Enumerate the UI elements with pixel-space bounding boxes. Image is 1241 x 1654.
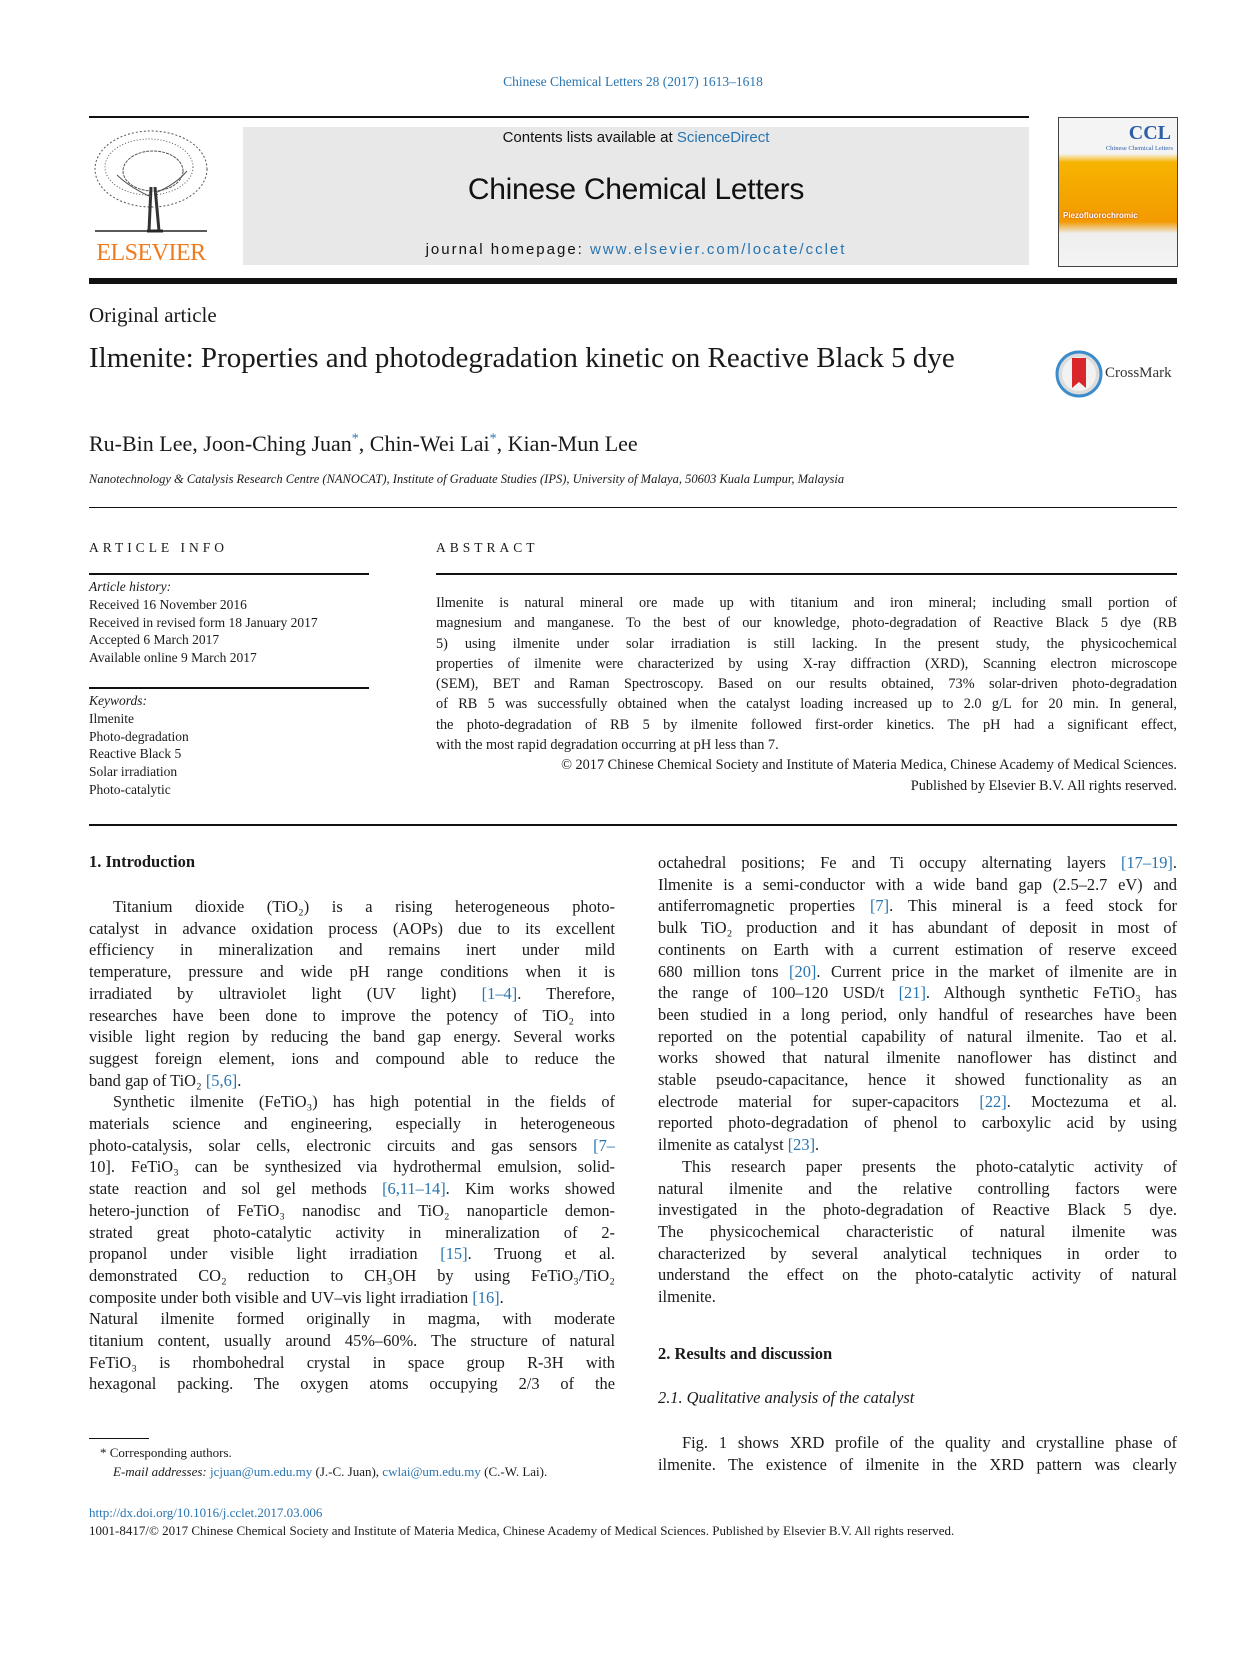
- keywords-label: Keywords:: [89, 693, 147, 708]
- history-label: Article history:: [89, 579, 172, 594]
- affiliation-rule: [89, 507, 1177, 508]
- text-line: ilmenite.: [658, 1287, 716, 1307]
- corresponding-author-mark[interactable]: *: [351, 431, 359, 447]
- text-line: octahedral positions; Fe and Ti occupy alternating layers [17–19].: [658, 853, 1177, 872]
- author-separator: ,: [358, 431, 370, 456]
- text-line: temperature, pressure and wide pH range conditions when it is: [89, 962, 615, 982]
- text-line: state reaction and sol gel methods [6,11–14]. Kim works showed: [89, 1179, 616, 1199]
- article-type: Original article: [89, 303, 217, 327]
- header-rule: [89, 116, 1029, 118]
- text-line: ilmenite. The existence of ilmenite in the XRD pattern was clearly: [658, 1454, 1177, 1474]
- text-line: Fig. 1 shows XRD profile of the quality and crystalline phase of: [682, 1433, 1177, 1452]
- footer-copyright: 1001-8417/© 2017 Chinese Chemical Society and Institute of Materia Medica, Chinese Academy of Medical Sciences. Published by Elsevier B.V. All rights reserved.: [89, 1523, 955, 1538]
- abstract-publisher: Published by Elsevier B.V. All rights reserved.: [910, 777, 1177, 794]
- text-line: materials science and engineering, especially in heterogeneous: [89, 1114, 615, 1134]
- text-line: investigated in the photo-degradation of Reactive Black 5 dye.: [658, 1200, 1177, 1220]
- text-line: 5) using ilmenite under solar irradiation is still lacking. In the present study, the physicochemical: [436, 635, 1177, 652]
- text-line: The physicochemical characteristic of natural ilmenite was: [658, 1221, 1177, 1241]
- elsevier-wordmark: ELSEVIER: [96, 240, 206, 266]
- text-line: Ilmenite is natural mineral ore made up with titanium and iron mineral; including small portion of: [436, 595, 1177, 611]
- email-label: E-mail addresses:: [113, 1464, 207, 1479]
- text-line: visible light region by reducing the band gap energy. Several works: [89, 1027, 615, 1047]
- citation-link[interactable]: [15]: [440, 1244, 468, 1264]
- crossmark-icon: [1055, 350, 1103, 398]
- body-rule: [89, 824, 1177, 826]
- text-line: researches have been done to improve the potency of TiO₂ into: [89, 1005, 615, 1025]
- right-column-text: [658, 852, 1177, 1308]
- citation-link[interactable]: [17–19]: [1120, 853, 1173, 872]
- sciencedirect-link[interactable]: ScienceDirect: [676, 129, 770, 146]
- history-date: Received 16 November 2016: [89, 596, 247, 612]
- text-line: reported photo-degradation of phenol to carboxylic acid by using: [658, 1113, 1177, 1133]
- email-link-juan[interactable]: jcjuan@um.edu.my: [210, 1464, 313, 1479]
- text-line: the photo-degradation of RB 5 by ilmenite followed first-order kinetics. The pH had a significant effect,: [436, 716, 1177, 733]
- article-info-heading: ARTICLE INFO: [89, 540, 229, 555]
- text-line: photo-catalysis, solar cells, electronic circuits and gas sensors [7–: [89, 1135, 615, 1155]
- article-info-rule: [89, 573, 369, 575]
- citation-link[interactable]: [6,11–14]: [382, 1179, 446, 1199]
- keyword: Solar irradiation: [89, 764, 178, 780]
- keywords: [89, 692, 189, 799]
- cover-feature: Piezofluorochromic: [1063, 211, 1138, 220]
- affiliation: Nanotechnology & Catalysis Research Centre (NANOCAT), Institute of Graduate Studies (IPS), University of Malaya, 50603 Kuala Lumpur, Malaysia: [89, 472, 845, 486]
- journal-name: Chinese Chemical Letters: [467, 173, 805, 206]
- cover-abbrev: CCL: [1128, 122, 1171, 144]
- email-link-lai[interactable]: cwlai@um.edu.my: [382, 1464, 481, 1479]
- paragraph: [89, 896, 615, 1091]
- text-line: properties of ilmenite were characterized by using X-ray diffraction (XRD), Scanning electron microscope: [436, 655, 1177, 672]
- paragraph: [658, 1432, 1177, 1475]
- text-line: the range of 100–120 USD/t [21]. Although synthetic FeTiO₃ has: [658, 983, 1177, 1003]
- journal-masthead: [243, 127, 1029, 265]
- section-heading-introduction: 1. Introduction: [89, 852, 196, 871]
- homepage-link[interactable]: www.elsevier.com/locate/cclet: [590, 241, 847, 258]
- text-line: hetero-junction of FeTiO₃ nanodisc and TiO₂ nanoparticle demon-: [89, 1200, 615, 1220]
- text-line: magnesium and manganese. To the best of our knowledge, photo-degradation of Reactive Black 5 dye (RB: [436, 615, 1177, 632]
- text-line: Titanium dioxide (TiO₂) is a rising heterogeneous photo-: [113, 897, 615, 916]
- footnote: [100, 1443, 547, 1481]
- text-line: suggest foreign element, ions and compound able to reduce the: [89, 1048, 615, 1068]
- left-column-text: [89, 896, 615, 1395]
- footnote-mark: *: [100, 1445, 107, 1460]
- article-title: Ilmenite: Properties and photodegradation kinetic on Reactive Black 5 dye: [89, 342, 955, 374]
- text-line: of RB 5 was successfully obtained when the catalyst loading increased up to 2.0 g/L for 20 min. In general,: [436, 696, 1177, 713]
- elsevier-logo[interactable]: [89, 127, 213, 267]
- citation-link[interactable]: [5,6]: [205, 1070, 238, 1090]
- text-line: efficiency in mineralization and remains inert under mild: [89, 940, 615, 960]
- citation-link[interactable]: [7–: [593, 1135, 615, 1155]
- cover-subtitle: Chinese Chemical Letters: [1105, 145, 1173, 152]
- text-line: Ilmenite is a semi-conductor with a wide band gap (2.5–2.7 eV) and: [658, 874, 1177, 894]
- keyword: Ilmenite: [89, 710, 134, 726]
- text-line: strated great photo-catalytic activity in mineralization of 2-: [89, 1222, 615, 1242]
- email-owner: (C.-W. Lai).: [480, 1464, 548, 1479]
- abstract-copyright: © 2017 Chinese Chemical Society and Institute of Materia Medica, Chinese Academy of Medical Sciences.: [561, 757, 1177, 774]
- abstract-heading: ABSTRACT: [436, 540, 539, 555]
- paragraph: [89, 1308, 615, 1395]
- corresponding-author-mark[interactable]: *: [489, 431, 497, 447]
- text-line: catalyst in advance oxidation process (AOPs) due to its excellent: [89, 918, 615, 938]
- text-line: natural ilmenite and the relative controlling factors were: [658, 1178, 1177, 1198]
- author-list: [89, 431, 638, 457]
- contents-prefix: Contents lists available at: [502, 129, 677, 146]
- elsevier-tree-icon: [89, 127, 213, 239]
- author-separator: ,: [192, 431, 204, 456]
- footnote-corresponding: Corresponding authors.: [109, 1445, 232, 1460]
- text-line: titanium content, usually around 45%–60%. The structure of natural: [89, 1331, 615, 1351]
- text-line: irradiated by ultraviolet light (UV light) [1–4]. Therefore,: [89, 983, 615, 1003]
- text-line: FeTiO₃ is rhombohedral crystal in space group R-3H with: [89, 1352, 615, 1372]
- author-name[interactable]: Joon-Ching Juan: [203, 431, 352, 456]
- text-line: bulk TiO₂ production and it has abundant of deposit in most of: [658, 918, 1177, 938]
- keyword: Photo-catalytic: [89, 781, 171, 797]
- section-heading-results: 2. Results and discussion: [658, 1344, 833, 1363]
- author-name[interactable]: Chin-Wei Lai: [369, 431, 490, 456]
- text-line: reported on the potential capability of natural ilmenite. Tao et al.: [658, 1026, 1177, 1046]
- journal-reference-link[interactable]: Chinese Chemical Letters 28 (2017) 1613–1618: [503, 74, 763, 89]
- subsection-heading: 2.1. Qualitative analysis of the catalyst: [658, 1388, 915, 1407]
- citation-link[interactable]: [20]: [789, 961, 817, 981]
- doi-link[interactable]: http://dx.doi.org/10.1016/j.cclet.2017.03.006: [89, 1505, 323, 1520]
- journal-cover-image[interactable]: [1058, 117, 1178, 267]
- text-line: works showed that natural ilmenite nanoflower has distinct and: [658, 1048, 1177, 1068]
- paragraph: [658, 852, 1177, 1156]
- results-text: [658, 1432, 1177, 1475]
- text-line: characterized by several analytical techniques in order to: [658, 1243, 1177, 1263]
- text-line: propanol under visible light irradiation [15]. Truong et al.: [89, 1244, 615, 1264]
- history-date: Available online 9 March 2017: [89, 650, 257, 666]
- text-line: 10]. FeTiO₃ can be synthesized via hydrothermal emulsion, solid-: [89, 1157, 615, 1177]
- citation-link[interactable]: [21]: [898, 983, 926, 1003]
- author-separator: ,: [496, 431, 508, 456]
- history-date: Received in revised form 18 January 2017: [89, 614, 318, 630]
- author-name[interactable]: Kian-Mun Lee: [507, 431, 638, 456]
- text-line: hexagonal packing. The oxygen atoms occupying 2/3 of the: [89, 1374, 615, 1394]
- crossmark-button[interactable]: [1055, 350, 1180, 398]
- paragraph: [658, 1156, 1177, 1308]
- crossmark-label: CrossMark: [1105, 365, 1172, 381]
- text-line: 680 million tons [20]. Current price in the market of ilmenite are in: [658, 961, 1178, 981]
- email-owner: (J.-C. Juan),: [312, 1464, 383, 1479]
- author-name[interactable]: Ru-Bin Lee: [89, 431, 193, 456]
- keywords-rule: [89, 687, 369, 689]
- citation-link[interactable]: [16]: [472, 1287, 500, 1307]
- text-line: understand the effect on the photo-catalytic activity of natural: [658, 1265, 1177, 1285]
- text-line: been studied in a long period, only handful of researches have been: [658, 1004, 1177, 1024]
- abstract-rule: [436, 573, 1177, 575]
- footnote-rule: [89, 1438, 149, 1439]
- paragraph: [436, 593, 1177, 755]
- text-line: continents on Earth with a current estimation of reserve exceed: [658, 939, 1177, 959]
- citation-link[interactable]: [22]: [979, 1091, 1007, 1111]
- text-line: Synthetic ilmenite (FeTiO₃) has high potential in the fields of: [113, 1092, 615, 1112]
- article-history: [89, 578, 318, 667]
- text-line: antiferromagnetic properties [7]. This mineral is a feed stock for: [658, 896, 1177, 916]
- keyword: Photo-degradation: [89, 728, 189, 744]
- citation-link[interactable]: [7]: [869, 896, 890, 916]
- keyword: Reactive Black 5: [89, 746, 182, 762]
- citation-link[interactable]: [23]: [787, 1135, 816, 1155]
- text-line: composite under both visible and UV–vis light irradiation [16].: [89, 1287, 504, 1307]
- text-line: electrode material for super-capacitors [22]. Moctezuma et al.: [658, 1091, 1177, 1111]
- text-line: demonstrated CO₂ reduction to CH₃OH by using FeTiO₃/TiO₂: [89, 1265, 615, 1285]
- paragraph: [89, 1091, 615, 1308]
- text-line: ilmenite as catalyst [23].: [658, 1135, 820, 1155]
- text-line: This research paper presents the photo-catalytic activity of: [682, 1156, 1177, 1176]
- text-line: stable pseudo-capacitance, hence it showed functionality as an: [658, 1070, 1177, 1090]
- homepage-prefix: journal homepage:: [425, 241, 591, 258]
- abstract-text: [436, 593, 1177, 796]
- citation-link[interactable]: [1–4]: [481, 983, 518, 1003]
- homepage-line: [243, 241, 1029, 258]
- text-line: with the most rapid degradation occurring at pH less than 7.: [436, 737, 779, 754]
- contents-line: [243, 129, 1029, 146]
- masthead-thick-rule: [89, 278, 1177, 284]
- history-date: Accepted 6 March 2017: [89, 632, 220, 648]
- text-line: band gap of TiO₂ [5,6].: [89, 1070, 242, 1090]
- text-line: Natural ilmenite formed originally in magma, with moderate: [89, 1309, 615, 1329]
- text-line: (SEM), BET and Raman Spectroscopy. Based on our results obtained, 73% solar-driven photo-degradation: [436, 676, 1177, 693]
